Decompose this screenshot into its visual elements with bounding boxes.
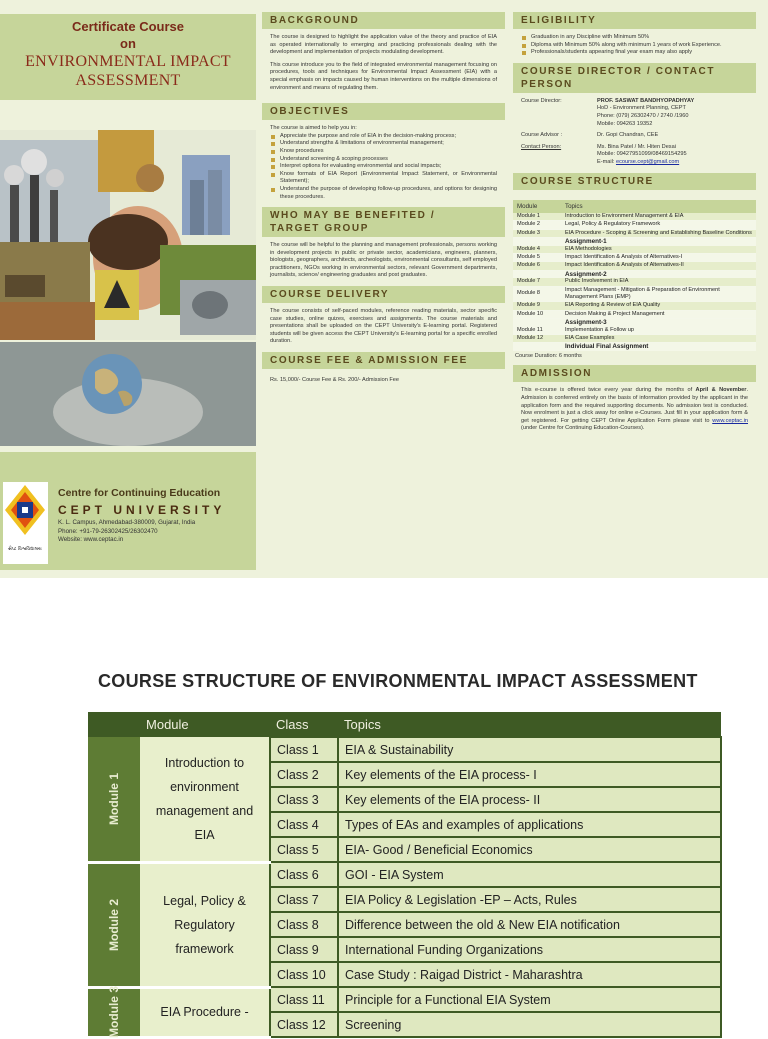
- eligibility-item: Diploma with Minimum 50% along with minimum 1 years of work Experience.: [521, 42, 748, 50]
- course-structure-section: [0, 578, 768, 1039]
- assignment-label: Individual Final Assignment: [561, 343, 756, 351]
- module-topic: EIA Methodologies: [561, 246, 756, 254]
- course-director-row: [521, 98, 748, 128]
- course-class-table: [88, 712, 722, 1039]
- structure-table-wrap: [513, 190, 756, 366]
- director-heading-line1: COURSE DIRECTOR / CONTACT: [521, 65, 716, 77]
- structure-col-topics: Topics: [561, 200, 756, 213]
- module-number: Module 7: [513, 278, 561, 286]
- admission-text: . Admission is conferred entirely on the basis of information provided by the applicant in the application form and the required supporting documents. No admission test is conducted. Now enrolment is just a click away for online e-Courses. Just fill in your application form & get registered. For getting CEPT Online Application Form please visit to: [521, 387, 748, 424]
- course-table-title: COURSE STRUCTURE OF ENVIRONMENTAL IMPACT ASSESSMENT: [98, 671, 698, 691]
- assignment-label: Assignment-2: [561, 270, 756, 278]
- objective-item: Appreciate the purpose and role of EIA in the decision-making process;: [270, 133, 497, 141]
- class-row: [88, 862, 721, 887]
- delivery-body: The course consists of self-paced modules, reference reading materials, sector specific case studies, online quizes, exercises and assignments. The course materials and presentations shall be uploaded on the CEPT University's E-learning portal. Registered students will be given access the CEPT University's E-learning portal for a specific enrolled duration.: [270, 308, 497, 345]
- title-line-eia: ENVIRONMENTAL IMPACT: [25, 53, 231, 70]
- class-number: Class 10: [270, 962, 338, 987]
- background-heading: BACKGROUND: [262, 12, 505, 29]
- class-number: Class 12: [270, 1012, 338, 1037]
- course-title-box: [0, 14, 256, 100]
- module-number: Module 12: [513, 335, 561, 343]
- target-group-body: The course will be helpful to the planning and management professionals, persons working in development projects in public or private sector, academicians, engineers, planners, biologists, geographers, architects, archeologists, environmental consultants, self employed practitioners, NGOs working in environmental sectors, relevant Government departments, journalists, science/ engineering graduates and post graduates.: [270, 242, 497, 279]
- class-number: Class 11: [270, 987, 338, 1012]
- assignment-row: [513, 343, 756, 351]
- module-row: [513, 253, 756, 261]
- objective-item: Know formats of EIA Report (Environmental Impact Statement, or Environmental Statement);: [270, 171, 497, 186]
- module-row: [513, 310, 756, 318]
- module-topic: EIA Case Examples: [561, 335, 756, 343]
- assignment-label: Assignment-3: [561, 319, 756, 327]
- objectives-heading: OBJECTIVES: [262, 103, 505, 120]
- structure-table-body: [513, 213, 756, 351]
- objective-item: Understand strengths & limitations of environmental management;: [270, 140, 497, 148]
- structure-col-module: Module: [513, 200, 561, 213]
- course-director-label: Course Director:: [521, 97, 562, 104]
- university-website[interactable]: Website: www.ceptac.in: [58, 536, 124, 544]
- title-line-assessment: ASSESSMENT: [75, 72, 181, 89]
- fee-body: Rs. 15,000/- Course Fee & Rs. 200/- Admission Fee: [270, 377, 400, 384]
- module-number: Module 9: [513, 302, 561, 310]
- class-topic: GOI - EIA System: [338, 862, 721, 887]
- class-number: Class 5: [270, 837, 338, 862]
- contact-person-mobile: Mobile: 09427951099/08469154295: [597, 151, 687, 158]
- module-row: [513, 229, 756, 237]
- course-class-table-header: [88, 712, 721, 737]
- class-topic: Key elements of the EIA process- I: [338, 762, 721, 787]
- director-body: [513, 93, 756, 173]
- globe-image: [0, 342, 256, 446]
- class-row: [88, 987, 721, 1012]
- target-group-heading: [262, 207, 505, 237]
- class-number: Class 6: [270, 862, 338, 887]
- module-title-line: EIA: [194, 827, 215, 842]
- centre-name: Centre for Continuing Education: [58, 487, 221, 499]
- class-number: Class 7: [270, 887, 338, 912]
- admission-text: (under Centre for Continuing Education-Courses).: [521, 425, 645, 432]
- course-class-table-wrap: [88, 712, 722, 1039]
- module-number: Module 5: [513, 253, 561, 261]
- structure-heading: COURSE STRUCTURE: [513, 173, 756, 190]
- class-number: Class 9: [270, 937, 338, 962]
- module-number: Module 2: [513, 221, 561, 229]
- class-topic: Principle for a Functional EIA System: [338, 987, 721, 1012]
- objectives-intro: The course is aimed to help you in:: [270, 125, 357, 132]
- university-contact: [58, 519, 195, 545]
- module-label-cell: [88, 862, 140, 987]
- module-title-line: framework: [175, 941, 234, 956]
- cept-logo-image: [3, 482, 48, 564]
- header-topics: Topics: [338, 712, 721, 737]
- contact-person-names: Ms. Bina Patel / Mr. Hiten Desai: [597, 143, 676, 150]
- cept-logo: [3, 482, 48, 564]
- module-topic: Implementation & Follow up: [561, 327, 756, 335]
- class-row: [88, 737, 721, 762]
- module-topic: Impact Identification & Analysis of Alternatives-II: [561, 262, 756, 270]
- university-name: CEPT UNIVERSITY: [58, 503, 226, 517]
- objective-item: Interpret options for evaluating environmental and social impacts;: [270, 163, 497, 171]
- contact-person-label: Contact Person:: [521, 143, 562, 150]
- module-topic: Impact Identification & Analysis of Alternatives-I: [561, 253, 756, 261]
- module-label-cell: [88, 737, 140, 862]
- assignment-row: [513, 270, 756, 278]
- university-address: K. L. Campus, Ahmedabad-380009, Gujarat, India: [58, 519, 196, 526]
- class-topic: EIA- Good / Beneficial Economics: [338, 837, 721, 862]
- module-row: [513, 335, 756, 343]
- delivery-heading: COURSE DELIVERY: [262, 286, 505, 303]
- course-duration: Course Duration: 6 months: [515, 352, 582, 359]
- director-heading-line2: PERSON: [521, 78, 573, 90]
- globe-in-hands-image: [0, 342, 256, 446]
- module-label: Module 1: [107, 772, 122, 825]
- module-title-cell: [140, 737, 270, 862]
- class-number: Class 2: [270, 762, 338, 787]
- module-row: [513, 213, 756, 221]
- module-label: Module 3: [107, 985, 122, 1039]
- course-director-line: Mobile: 094263 19352: [597, 120, 653, 127]
- module-title-line: management and: [155, 803, 254, 818]
- university-phone: Phone: +91-79-26302425/26302470: [58, 527, 158, 535]
- class-topic: Difference between the old & New EIA notification: [338, 912, 721, 937]
- background-paragraph-1: The course is designed to highlight the application value of the theory and practice of EIA as operated internationally to emerging and practicing professionals dealing with the development and implementation of projects modulating development.: [270, 34, 497, 56]
- title-line-certificate: Certificate Course: [72, 19, 184, 34]
- header-module: Module: [140, 712, 270, 737]
- module-title-line: environment: [170, 779, 239, 794]
- module-number: Module 6: [513, 262, 561, 270]
- target-group-heading-line1: WHO MAY BE BENEFITED /: [270, 210, 436, 222]
- objective-item: Understand the purpose of developing follow-up procedures, and options for designing these procedures.: [270, 186, 497, 201]
- assignment-row: [513, 238, 756, 246]
- contact-email-row: [597, 159, 748, 167]
- collage-image: [0, 130, 256, 340]
- target-group-heading-line2: TARGET GROUP: [270, 223, 370, 235]
- module-number: Module 8: [513, 286, 561, 302]
- contact-person-row: [521, 144, 748, 167]
- admission-link[interactable]: www.ceptac.in: [712, 417, 748, 424]
- eligibility-list: [521, 34, 748, 57]
- class-topic: Case Study : Raigad District - Maharashtra: [338, 962, 721, 987]
- brochure-right-column: [513, 12, 756, 439]
- course-structure-table: [513, 200, 756, 351]
- class-topic: Types of EAs and examples of applications: [338, 812, 721, 837]
- course-director-name: PROF. SASWAT BANDHYOPADHYAY: [597, 97, 695, 104]
- module-row: [513, 221, 756, 229]
- background-body: [262, 29, 505, 103]
- course-advisor-label: Course Advisor :: [521, 132, 563, 139]
- eligibility-item: Graduation in any Discipline with Minimum 50%: [521, 34, 748, 42]
- module-number: Module 3: [513, 229, 561, 237]
- module-row: [513, 286, 756, 302]
- brochure-middle-column: [262, 12, 505, 391]
- module-topic: Introduction to Environment Management & EIA: [561, 213, 756, 221]
- title-line-on: on: [120, 36, 136, 51]
- brochure-left-column: [0, 0, 257, 578]
- admission-text: This e-course is offered twice every year during the months of: [521, 387, 696, 394]
- module-row: [513, 262, 756, 270]
- admission-months: April & November: [695, 387, 747, 394]
- objectives-body: [262, 120, 505, 207]
- email-label: E-mail:: [597, 158, 615, 165]
- course-director-line: HoD - Environment Planning, CEPT: [597, 105, 686, 112]
- module-row: [513, 246, 756, 254]
- class-topic: EIA & Sustainability: [338, 737, 721, 762]
- university-info-box: [0, 452, 256, 570]
- class-number: Class 4: [270, 812, 338, 837]
- assignment-row: [513, 319, 756, 327]
- course-director-line: Phone: (079) 26302470 / 2740 /1960: [597, 112, 689, 119]
- module-title-line: Legal, Policy &: [163, 893, 246, 908]
- admission-body: [513, 382, 756, 439]
- module-topic: Public Involvement in EIA: [561, 278, 756, 286]
- class-topic: International Funding Organizations: [338, 937, 721, 962]
- module-label-cell: [88, 987, 140, 1037]
- module-number: Module 1: [513, 213, 561, 221]
- module-topic: Legal, Policy & Regulatory Framework: [561, 221, 756, 229]
- course-advisor-name: Dr. Gopi Chandran, CEE: [597, 132, 659, 139]
- module-topic: Decision Making & Project Management: [561, 310, 756, 318]
- fee-heading: COURSE FEE & ADMISSION FEE: [262, 352, 505, 369]
- class-topic: Key elements of the EIA process- II: [338, 787, 721, 812]
- module-number: Module 4: [513, 246, 561, 254]
- module-title-line: Introduction to: [164, 755, 245, 770]
- objective-item: Know procedures: [270, 148, 497, 156]
- module-row: [513, 302, 756, 310]
- logo-caption: સેપ્ટ વિશ્વવિદ્યાલય: [8, 547, 42, 552]
- class-number: Class 8: [270, 912, 338, 937]
- assignment-label: Assignment-1: [561, 238, 756, 246]
- module-topic: EIA Reporting & Review of EIA Quality: [561, 302, 756, 310]
- module-number: Module 11: [513, 327, 561, 335]
- objectives-list: [270, 133, 497, 201]
- class-topic: Screening: [338, 1012, 721, 1037]
- module-number: Module 10: [513, 310, 561, 318]
- admission-heading: ADMISSION: [513, 365, 756, 382]
- class-number: Class 1: [270, 737, 338, 762]
- background-paragraph-2: This course introduce you to the field of integrated environmental management focusing on procedures, tools and techniques for Environmental Impact Assessment (EIA) with a special emphasis on impacts caused by human interventions on the multiple dimensions of environment and means of regulating them.: [270, 61, 497, 91]
- course-class-table-body: [88, 737, 721, 1037]
- module-title-line: EIA Procedure -: [160, 1005, 249, 1019]
- module-row: [513, 327, 756, 335]
- module-title-cell: [140, 862, 270, 987]
- contact-email-link[interactable]: ecourse.cept@gmail.com: [615, 158, 680, 165]
- module-topic: EIA Procedure - Scoping & Screening and Establishing Baseline Conditions: [561, 229, 756, 237]
- module-row: [513, 278, 756, 286]
- module-title-cell: [140, 987, 270, 1037]
- eligibility-body: [513, 29, 756, 63]
- header-class: Class: [270, 712, 338, 737]
- module-topic: Impact Management - Mitigation & Preparation of Environment Management Plans (EMP): [561, 286, 756, 302]
- environment-photo-collage: [0, 130, 256, 340]
- objective-item: Understand screening & scoping processes: [270, 156, 497, 164]
- structure-table-header: [513, 200, 756, 213]
- module-label: Module 2: [107, 898, 122, 951]
- eligibility-item: Professionals/students appearing final year exam may also apply: [521, 49, 748, 57]
- eligibility-heading: ELIGIBILITY: [513, 12, 756, 29]
- course-advisor-row: [521, 132, 748, 140]
- class-topic: EIA Policy & Legislation -EP – Acts, Rules: [338, 887, 721, 912]
- module-title-line: Regulatory: [174, 917, 235, 932]
- class-number: Class 3: [270, 787, 338, 812]
- director-heading: [513, 63, 756, 93]
